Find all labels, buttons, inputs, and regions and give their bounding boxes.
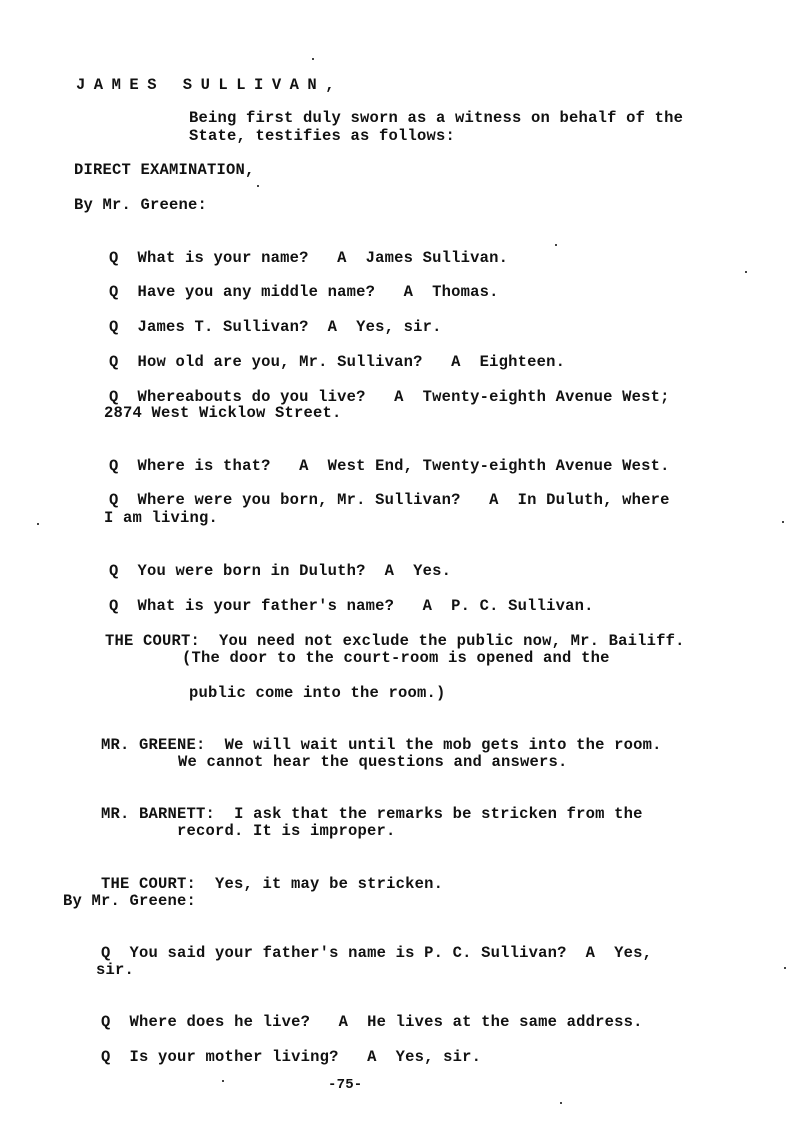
examiner-label: By Mr. Greene:	[74, 196, 208, 214]
sworn-statement-line-2: State, testifies as follows:	[189, 127, 456, 145]
answer-text: Thomas.	[432, 283, 499, 301]
q-label: Q	[109, 457, 119, 475]
a-label: A	[585, 944, 596, 962]
answer-text: Yes, sir.	[395, 1048, 482, 1066]
qa-line	[63, 1030, 481, 1084]
speaker-label: MR. GREENE:	[101, 736, 206, 754]
speaker-text: You need not exclude the public now, Mr. Bailiff.	[219, 632, 685, 650]
question-text: Where is that?	[137, 457, 271, 475]
a-label: A	[403, 283, 414, 301]
parenthetical-line-1: (The door to the court-room is opened and the	[182, 649, 610, 667]
a-label: A	[337, 249, 347, 267]
speaker-label: THE COURT:	[101, 875, 197, 893]
a-label: A	[384, 562, 395, 580]
a-label: A	[299, 457, 309, 475]
scan-speck	[745, 271, 747, 273]
sworn-statement-line-1: Being first duly sworn as a witness on behalf of the	[189, 109, 684, 127]
answer-text: P. C. Sullivan.	[451, 597, 594, 615]
scan-speck	[222, 1080, 224, 1082]
q-label: Q	[109, 388, 119, 406]
scan-speck	[784, 967, 786, 969]
q-label: Q	[109, 283, 119, 301]
q-label: Q	[109, 249, 119, 267]
speaker-label: THE COURT:	[105, 632, 201, 650]
colloquy-continuation: We cannot hear the questions and answers.	[178, 753, 568, 771]
question-text: You said your father's name is P. C. Sullivan?	[129, 944, 567, 962]
q-label: Q	[109, 562, 119, 580]
question-text: James T. Sullivan?	[137, 318, 309, 336]
answer-continuation: I am living.	[104, 509, 219, 527]
answer-continuation: 2874 West Wicklow Street.	[104, 404, 342, 422]
qa-line	[63, 926, 652, 980]
question-text: How old are you, Mr. Sullivan?	[137, 353, 423, 371]
question-text: Is your mother living?	[129, 1048, 339, 1066]
scan-speck	[312, 58, 314, 60]
question-text: Where does he live?	[129, 1013, 311, 1031]
answer-text: He lives at the same address.	[367, 1013, 643, 1031]
q-label: Q	[109, 318, 119, 336]
page-number: -75-	[328, 1077, 363, 1093]
question-text: Have you any middle name?	[137, 283, 376, 301]
answer-text: Yes,	[614, 944, 653, 962]
answer-text: Yes, sir.	[356, 318, 442, 336]
answer-continuation: sir.	[96, 961, 135, 979]
colloquy-continuation: record. It is improper.	[177, 822, 396, 840]
answer-text: West End, Twenty-eighth Avenue West.	[327, 457, 670, 475]
scan-speck	[257, 185, 259, 187]
scan-speck	[555, 244, 557, 246]
question-text: What is your name?	[137, 249, 309, 267]
q-label: Q	[101, 1013, 111, 1031]
speaker-text: Yes, it may be stricken.	[215, 875, 444, 893]
scan-speck	[782, 521, 784, 523]
scan-speck	[37, 523, 39, 525]
question-text: What is your father's name?	[137, 597, 395, 615]
answer-text: James Sullivan.	[365, 249, 509, 267]
speaker-text: We will wait until the mob gets into the room.	[224, 736, 662, 754]
a-label: A	[394, 388, 404, 406]
q-label: Q	[101, 944, 111, 962]
scan-speck	[560, 1102, 562, 1104]
a-label: A	[489, 491, 499, 509]
q-label: Q	[109, 597, 119, 615]
answer-text: In Duluth, where	[517, 491, 670, 509]
a-label: A	[327, 318, 338, 336]
a-label: A	[338, 1013, 349, 1031]
speaker-label: MR. BARNETT:	[101, 805, 216, 823]
a-label: A	[451, 353, 461, 371]
examiner-label: By Mr. Greene:	[63, 892, 197, 910]
speaker-text: I ask that the remarks be stricken from the	[234, 805, 643, 823]
answer-text: Twenty-eighth Avenue West;	[422, 388, 670, 406]
a-label: A	[422, 597, 433, 615]
examination-type: DIRECT EXAMINATION,	[74, 161, 255, 179]
parenthetical-line-2: public come into the room.)	[189, 684, 446, 702]
answer-text: Eighteen.	[479, 353, 566, 371]
a-label: A	[367, 1048, 377, 1066]
answer-text: Yes.	[413, 562, 452, 580]
question-text: Whereabouts do you live?	[137, 388, 366, 406]
q-label: Q	[109, 491, 119, 509]
question-text: Where were you born, Mr. Sullivan?	[137, 491, 461, 509]
witness-heading: JAMES SULLIVAN,	[76, 76, 344, 94]
question-text: You were born in Duluth?	[137, 562, 366, 580]
q-label: Q	[109, 353, 119, 371]
q-label: Q	[101, 1048, 111, 1066]
